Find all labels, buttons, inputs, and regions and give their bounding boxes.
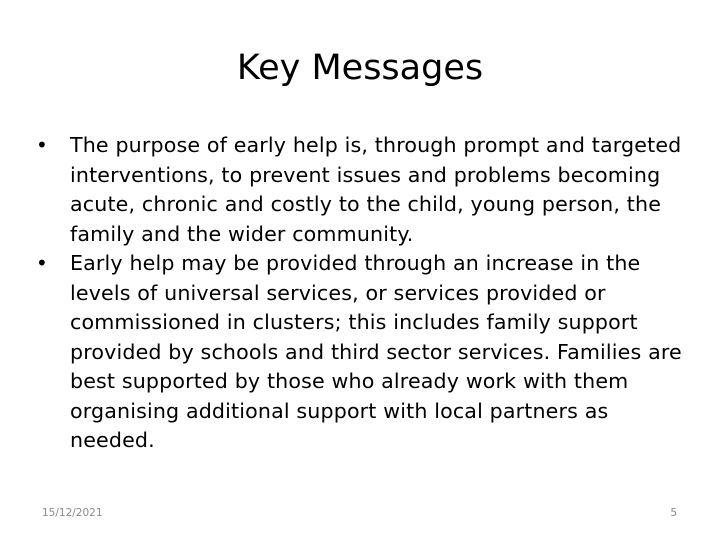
slide-page-number: 5 bbox=[670, 507, 677, 519]
footer-date: 15/12/2021 bbox=[42, 507, 103, 519]
bullet-item bbox=[36, 249, 686, 456]
slide-title: Key Messages bbox=[236, 48, 484, 88]
bullet-marker: • bbox=[36, 133, 48, 157]
bullet-marker: • bbox=[36, 251, 48, 275]
bullet-list bbox=[36, 131, 686, 456]
bullet-text: Early help may be provided through an increase in the levels of universal services, or services provided or commissioned in clusters; this includes family support provided by schools and third sector services. Families are best supported by those who already work with them organising additional support with local partners as needed. bbox=[70, 251, 682, 452]
bullet-text: The purpose of early help is, through prompt and targeted interventions, to prevent issues and problems becoming acute, chronic and costly to the child, young person, the family and the wider community. bbox=[70, 133, 682, 246]
bullet-item bbox=[36, 131, 686, 249]
